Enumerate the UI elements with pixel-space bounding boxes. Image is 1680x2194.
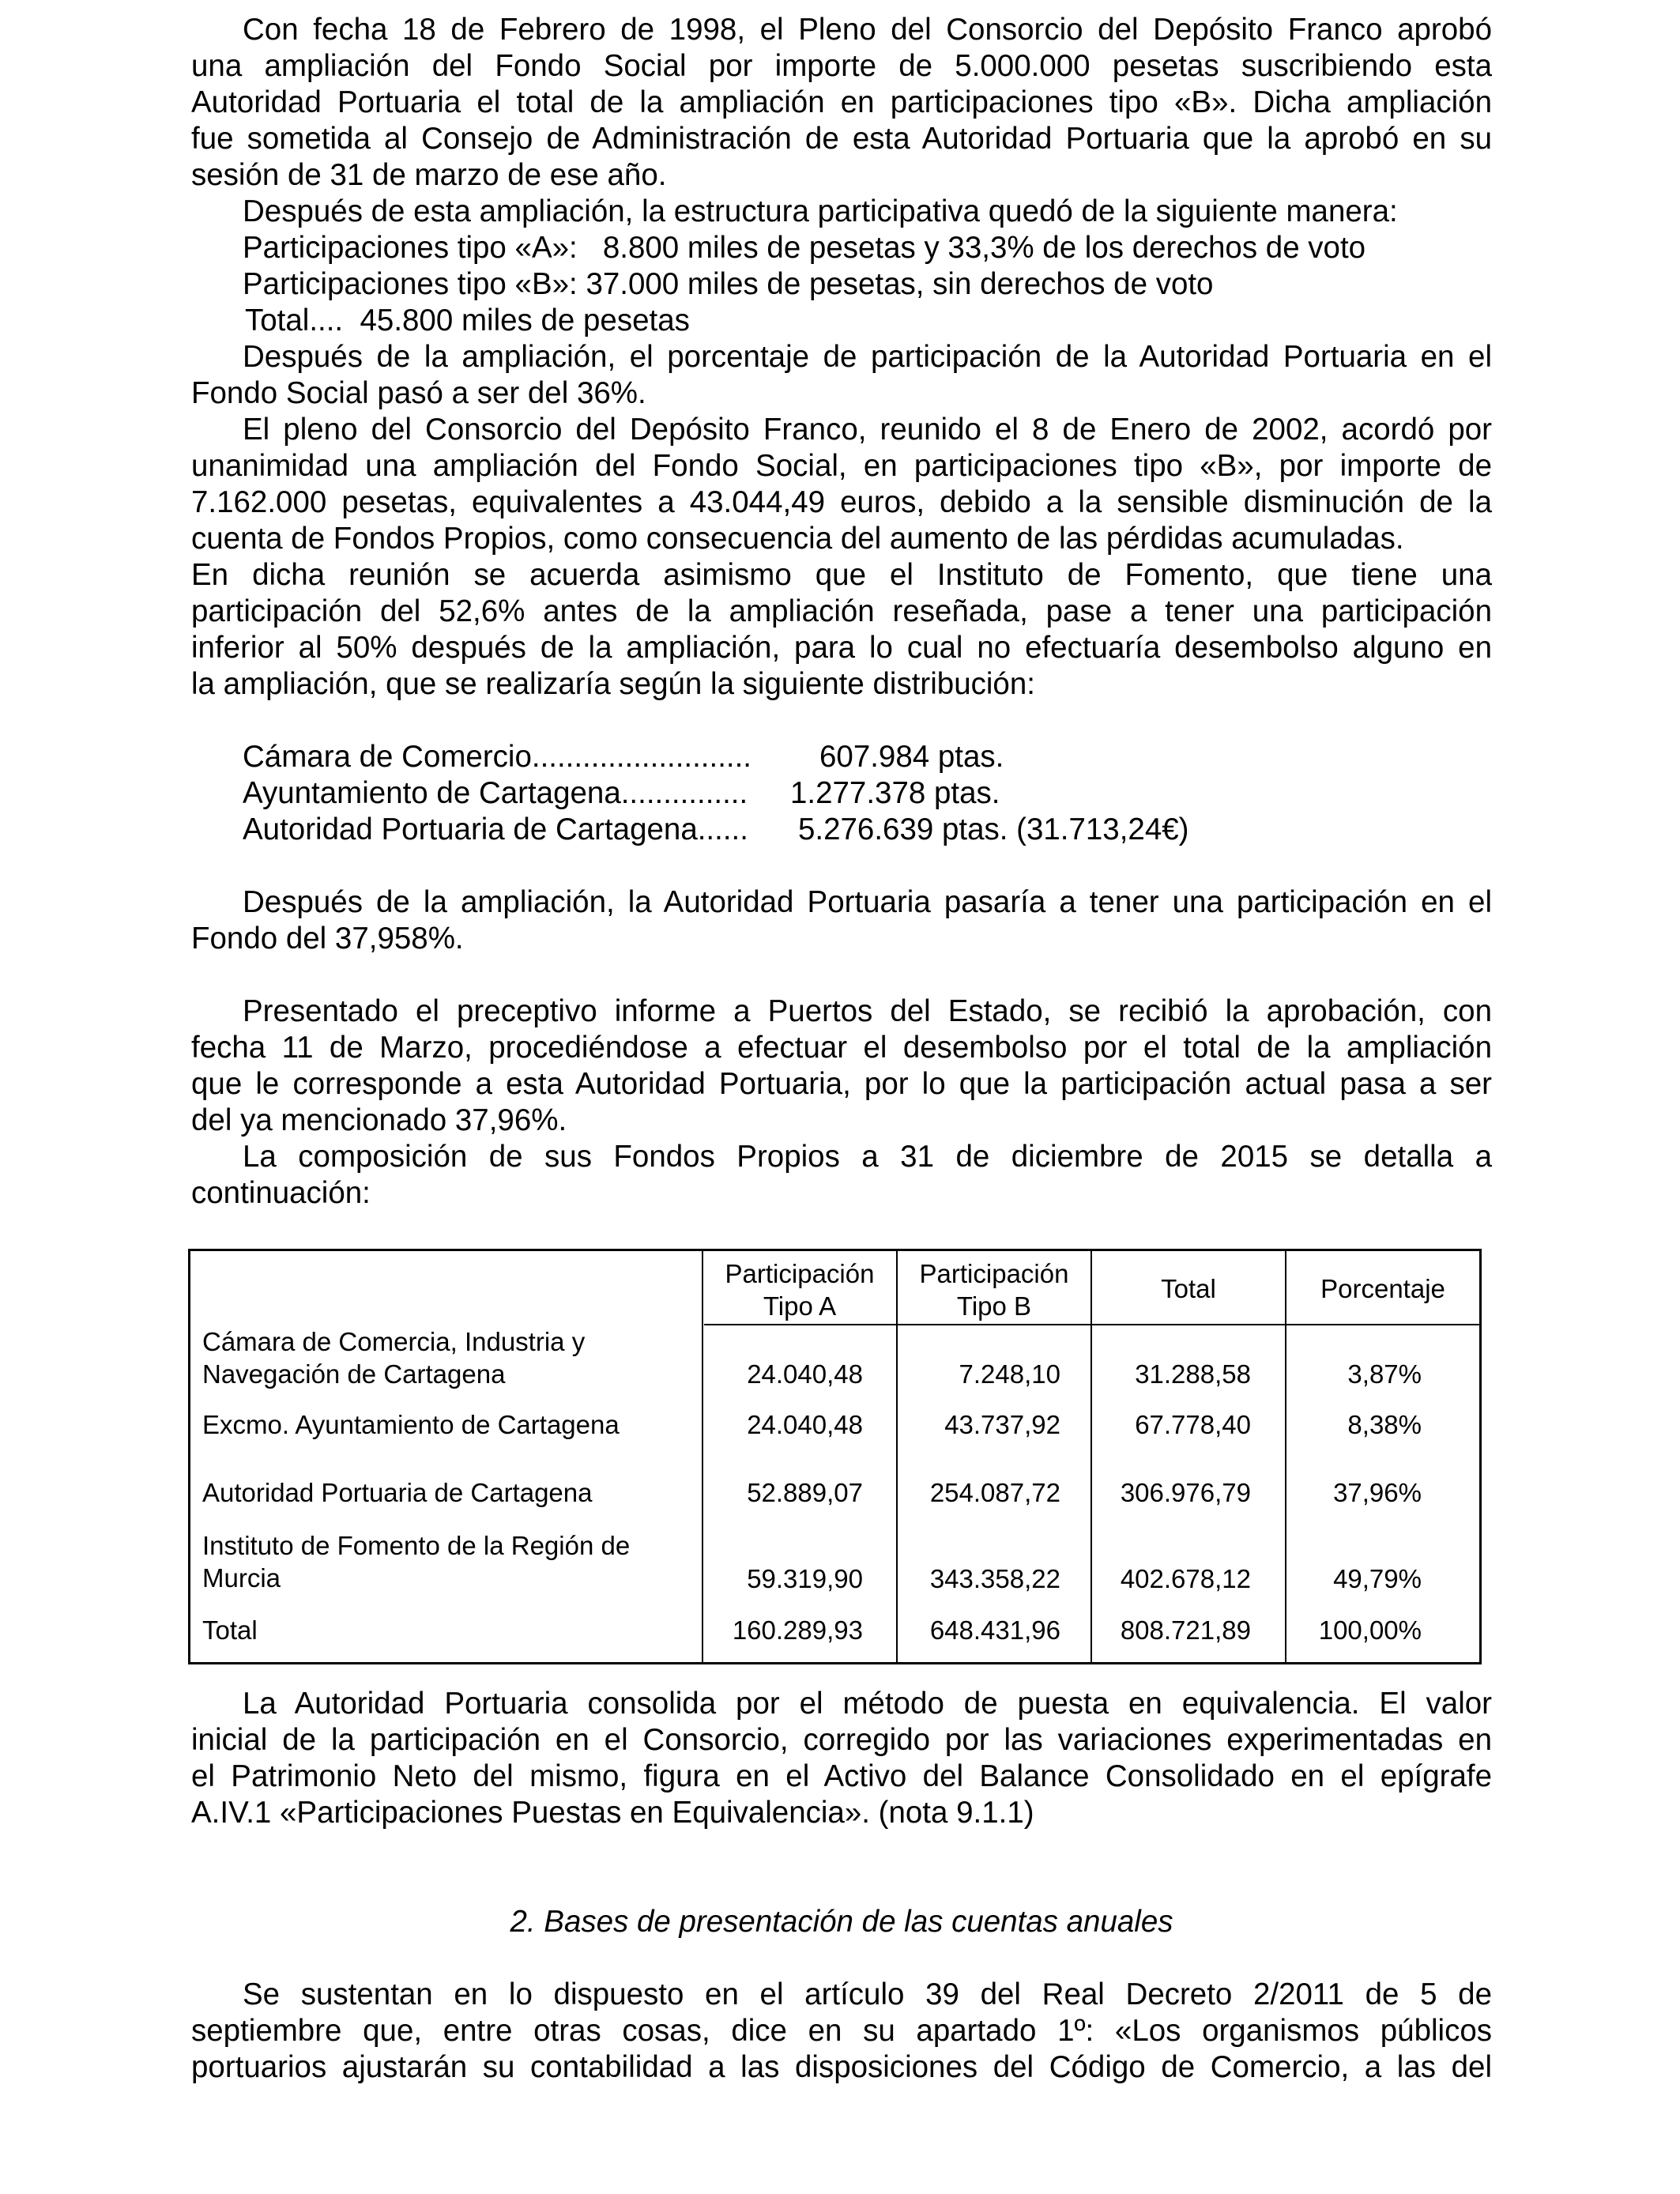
participation-b-line: Participaciones tipo «B»: 37.000 miles de pesetas, sin derechos de voto xyxy=(243,267,1214,301)
section-heading: 2. Bases de presentación de las cuentas anuales xyxy=(510,1905,1173,1939)
paragraph-line: el Patrimonio Neto del mismo, figura en el Activo del Balance Consolidado en el epígrafe xyxy=(191,1759,1492,1793)
paragraph-line: La composición de sus Fondos Propios a 31 de diciembre de 2015 se detalla a xyxy=(243,1140,1492,1174)
cell-total: 808.721,89 xyxy=(1120,1615,1251,1645)
paragraph-line: que le corresponde a esta Autoridad Portuaria, por lo que la participación actual pasa a ser xyxy=(191,1067,1492,1101)
distribution-amount: 5.276.639 ptas. (31.713,24€) xyxy=(798,812,1189,846)
paragraph-line: En dicha reunión se acuerda asimismo que el Instituto de Fomento, que tiene una xyxy=(191,558,1492,592)
cell-tipo-a: 24.040,48 xyxy=(747,1359,863,1389)
cell-tipo-a: 160.289,93 xyxy=(732,1615,863,1645)
row-name-total: Total xyxy=(202,1615,258,1645)
paragraph-line: 7.162.000 pesetas, equivalentes a 43.044,49 euros, debido a la sensible disminución de la xyxy=(191,485,1492,519)
column-header-tipo-a: Participación Tipo A xyxy=(725,1259,875,1321)
distribution-label: Autoridad Portuaria de Cartagena...... xyxy=(243,812,748,846)
cell-tipo-b: 343.358,22 xyxy=(929,1564,1060,1593)
cell-porcentaje: 8,38% xyxy=(1347,1410,1422,1439)
paragraph-line: Se sustentan en lo dispuesto en el artículo 39 del Real Decreto 2/2011 de 5 de xyxy=(243,1977,1492,2011)
column-header-total: Total xyxy=(1161,1274,1216,1303)
column-header-tipo-b: Participación Tipo B xyxy=(919,1259,1069,1321)
paragraph-line: la ampliación, que se realizaría según la siguiente distribución: xyxy=(191,667,1035,701)
paragraph-line: Fondo Social pasó a ser del 36%. xyxy=(191,376,646,410)
row-name: Instituto de Fomento de la Región de Murcia xyxy=(202,1531,631,1593)
cell-total: 67.778,40 xyxy=(1135,1410,1251,1439)
cell-porcentaje: 37,96% xyxy=(1333,1478,1422,1507)
cell-porcentaje: 100,00% xyxy=(1318,1615,1422,1645)
cell-tipo-a: 59.319,90 xyxy=(747,1564,863,1593)
row-name: Autoridad Portuaria de Cartagena xyxy=(202,1478,593,1507)
paragraph-line: fue sometida al Consejo de Administración de esta Autoridad Portuaria que la aprobó en su xyxy=(191,122,1492,156)
cell-porcentaje: 3,87% xyxy=(1347,1359,1422,1389)
paragraph-line: participación del 52,6% antes de la ampliación reseñada, pase a tener una participación xyxy=(191,594,1492,628)
distribution-amount: 1.277.378 ptas. xyxy=(790,776,1000,810)
cell-tipo-b: 254.087,72 xyxy=(929,1478,1060,1507)
cell-total: 31.288,58 xyxy=(1135,1359,1251,1389)
paragraph-line: inferior al 50% después de la ampliación, para lo cual no efectuaría desembolso alguno en xyxy=(191,631,1492,665)
paragraph-line: Después de la ampliación, el porcentaje de participación de la Autoridad Portuaria en el xyxy=(243,340,1492,374)
column-header-porcentaje: Porcentaje xyxy=(1320,1274,1445,1303)
paragraph-line: continuación: xyxy=(191,1176,371,1210)
distribution-amount: 607.984 ptas. xyxy=(819,740,1004,774)
participation-a-line: Participaciones tipo «A»: 8.800 miles de pesetas y 33,3% de los derechos de voto xyxy=(243,231,1366,265)
paragraph-line: fecha 11 de Marzo, procediéndose a efectuar el desembolso por el total de la ampliación xyxy=(191,1031,1492,1065)
paragraph-line: inicial de la participación en el Consorcio, corregido por las variaciones experimentadas en xyxy=(191,1723,1492,1757)
paragraph-line: Después de esta ampliación, la estructura participativa quedó de la siguiente manera: xyxy=(243,194,1398,228)
paragraph-line: Fondo del 37,958%. xyxy=(191,922,464,956)
paragraph-line: El pleno del Consorcio del Depósito Franco, reunido el 8 de Enero de 2002, acordó por xyxy=(243,413,1492,447)
cell-tipo-a: 52.889,07 xyxy=(747,1478,863,1507)
equity-table xyxy=(188,1249,1482,1664)
participation-total-line: Total.... 45.800 miles de pesetas xyxy=(245,303,690,337)
distribution-label: Ayuntamiento de Cartagena............... xyxy=(243,776,748,810)
row-name: Cámara de Comercia, Industria y Navegación de Cartagena xyxy=(202,1327,586,1389)
paragraph-line: una ampliación del Fondo Social por importe de 5.000.000 pesetas suscribiendo esta xyxy=(191,49,1492,83)
paragraph-line: cuenta de Fondos Propios, como consecuencia del aumento de las pérdidas acumuladas. xyxy=(191,522,1404,556)
cell-tipo-b: 648.431,96 xyxy=(929,1615,1060,1645)
paragraph-line: Presentado el preceptivo informe a Puertos del Estado, se recibió la aprobación, con xyxy=(243,994,1492,1028)
paragraph-line: septiembre que, entre otras cosas, dice en su apartado 1º: «Los organismos públicos xyxy=(191,2014,1492,2048)
cell-tipo-b: 43.737,92 xyxy=(944,1410,1060,1439)
paragraph-line: del ya mencionado 37,96%. xyxy=(191,1103,567,1137)
cell-total: 402.678,12 xyxy=(1120,1564,1251,1593)
paragraph-line: portuarios ajustarán su contabilidad a las disposiciones del Código de Comercio, a las del xyxy=(191,2050,1492,2084)
distribution-label: Cámara de Comercio.......................... xyxy=(243,740,751,774)
paragraph-line: Después de la ampliación, la Autoridad Portuaria pasaría a tener una participación en el xyxy=(243,885,1492,919)
row-name: Excmo. Ayuntamiento de Cartagena xyxy=(202,1410,620,1439)
cell-total: 306.976,79 xyxy=(1120,1478,1251,1507)
paragraph-line: A.IV.1 «Participaciones Puestas en Equivalencia». (nota 9.1.1) xyxy=(191,1796,1034,1830)
paragraph-line: Autoridad Portuaria el total de la ampliación en participaciones tipo «B». Dicha ampliación xyxy=(191,85,1492,119)
paragraph-line: Con fecha 18 de Febrero de 1998, el Pleno del Consorcio del Depósito Franco aprobó xyxy=(243,13,1492,47)
cell-tipo-a: 24.040,48 xyxy=(747,1410,863,1439)
paragraph-line: sesión de 31 de marzo de ese año. xyxy=(191,158,667,192)
paragraph-line: La Autoridad Portuaria consolida por el método de puesta en equivalencia. El valor xyxy=(243,1687,1492,1721)
cell-tipo-b: 7.248,10 xyxy=(959,1359,1060,1389)
cell-porcentaje: 49,79% xyxy=(1333,1564,1422,1593)
paragraph-line: unanimidad una ampliación del Fondo Social, en participaciones tipo «B», por importe de xyxy=(191,449,1492,483)
